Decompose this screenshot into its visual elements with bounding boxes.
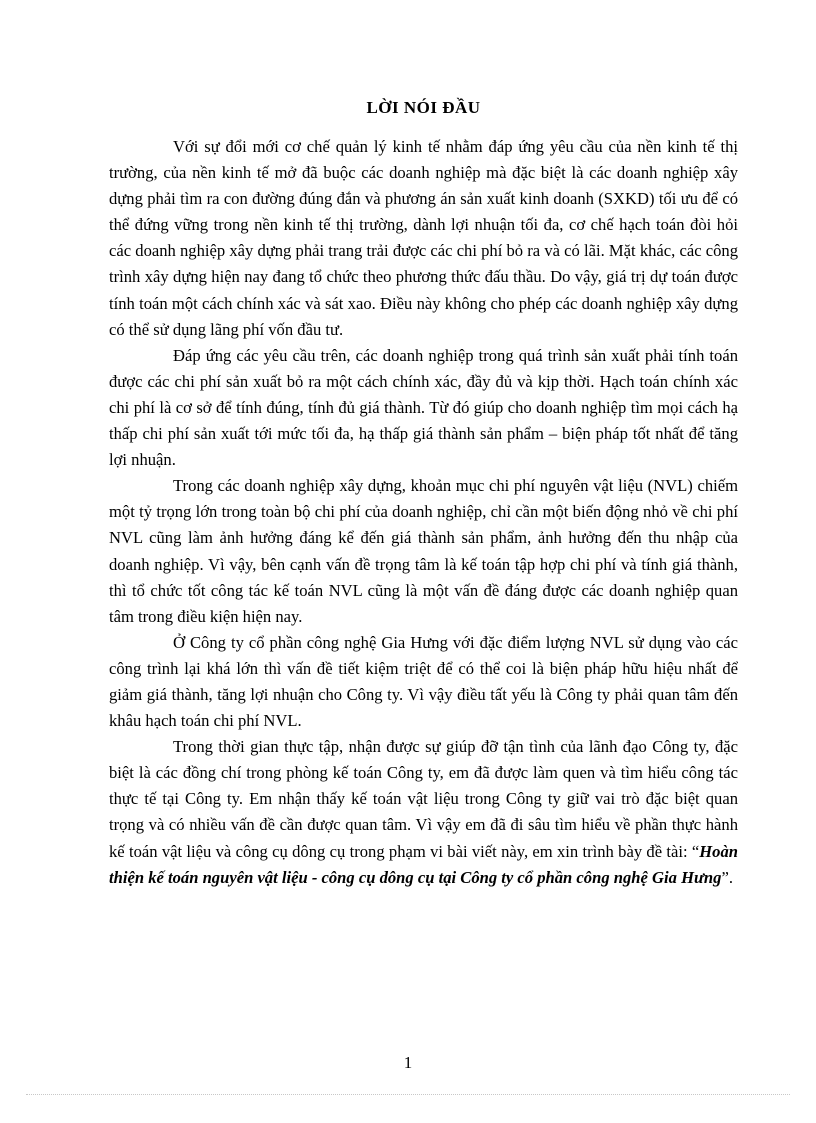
paragraph: Ở Công ty cổ phần công nghệ Gia Hưng với đặc điểm lượng NVL sử dụng vào các công trình lại khá lớn thì vấn đề tiết kiệm triệt để có thể coi là biện pháp hữu hiệu nhất để giảm giá thành, tăng lợi nhuận cho Công ty. Vì vậy điều tất yếu là Công ty phải quan tâm đến khâu hạch toán chi phí NVL.	[109, 632, 738, 731]
paragraph: Đáp ứng các yêu cầu trên, các doanh nghiệp trong quá trình sản xuất phải tính toán được các chi phí sản xuất bỏ ra một cách chính xác, đầy đủ và kịp thời. Hạch toán chính xác chi phí là cơ sở để tính đúng, tính đủ giá thành. Từ đó giúp cho doanh nghiệp tìm mọi cách hạ thấp chi phí sản xuất tới mức tối đa, hạ thấp giá thành sản phẩm – biện pháp tốt nhất để tăng lợi nhuận.	[109, 345, 738, 470]
document-body	[109, 98, 738, 891]
footer-divider	[26, 1094, 790, 1095]
page-number: 1	[403, 1053, 413, 1072]
paragraph: Trong các doanh nghiệp xây dựng, khoản mục chi phí nguyên vật liệu (NVL) chiếm một tỷ trọng lớn trong toàn bộ chi phí của doanh nghiệp, chỉ cần một biến động nhỏ về chi phí NVL cũng làm ảnh hưởng đáng kể đến giá thành sản phẩm, ảnh hưởng đến thu nhập của doanh nghiệp. Vì vậy, bên cạnh vấn đề trọng tâm là kế toán tập hợp chi phí và tính giá thành, thì tổ chức tốt công tác kế toán NVL cũng là một vấn đề đáng được các doanh nghiệp quan tâm trong điều kiện hiện nay.	[109, 476, 738, 626]
topic-title: Hoàn thiện kế toán nguyên vật liệu - công cụ dông cụ tại Công ty cổ phần công nghệ Gia Hưng	[109, 841, 738, 887]
topic-intro-text: Trong thời gian thực tập, nhận được sự giúp đỡ tận tình của lãnh đạo Công ty, đặc biệt là các đồng chí trong phòng kế toán Công ty, em đã được làm quen và tìm hiểu công tác thực tế tại Công ty. Em nhận thấy kế toán vật liệu trong Công ty giữ vai trò đặc biệt quan trọng và có nhiều vấn đề cần được quan tâm. Vì vậy em đã đi sâu tìm hiểu về phần thực hành kế toán vật liệu và công cụ dông cụ trong phạm vi bài viết này, em xin trình bày đề tài: “	[109, 737, 738, 861]
paragraph: Với sự đổi mới cơ chế quản lý kinh tế nhằm đáp ứng yêu cầu của nền kinh tế thị trường, của nền kinh tế mở đã buộc các doanh nghiệp mà đặc biệt là các doanh nghiệp xây dựng phải tìm ra con đường đúng đắn và phương án sản xuất kinh doanh (SXKD) tối ưu để có thể đứng vững trong nền kinh tế thị trường, dành lợi nhuận tối đa, cơ chế hạch toán đòi hỏi các doanh nghiệp xây dựng phải trang trải được các chi phí bỏ ra và có lãi. Mặt khác, các công trình xây dựng hiện nay đang tổ chức theo phương thức đấu thầu. Do vậy, giá trị dự toán được tính toán một cách chính xác và sát xao. Điều này không cho phép các doanh nghiệp xây dựng có thể sử dụng lãng phí vốn đầu tư.	[109, 137, 738, 339]
paragraph-topic	[109, 734, 738, 891]
document-title: LỜI NÓI ĐẦU	[366, 98, 481, 117]
topic-outro-text: ”.	[721, 867, 733, 887]
